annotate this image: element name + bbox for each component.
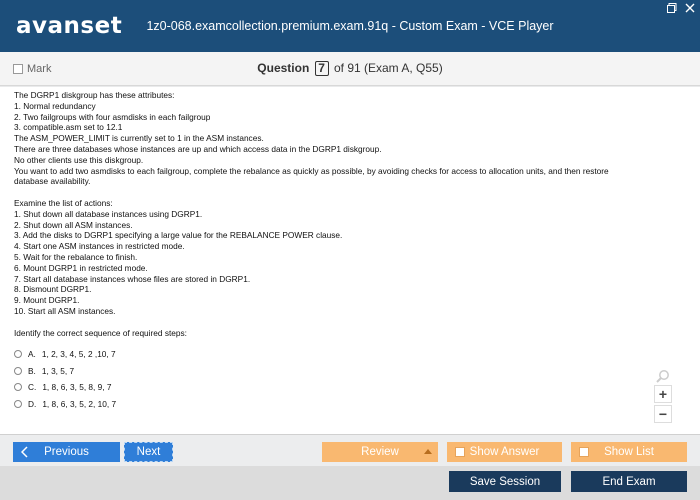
show-answer-label: Show Answer: [469, 446, 540, 458]
answer-text: 1, 8, 6, 3, 5, 8, 9, 7: [42, 382, 112, 393]
question-line: 2. Two failgroups with four asmdisks in each failgroup: [14, 111, 211, 122]
answer-radio[interactable]: [14, 383, 22, 391]
question-line: The ASM_POWER_LIMIT is currently set to 1 in the ASM instances.: [14, 133, 264, 144]
end-exam-button[interactable]: End Exam: [571, 471, 687, 492]
question-line: 1. Shut down all database instances using DGRP1.: [14, 208, 203, 219]
review-button[interactable]: [322, 442, 438, 462]
zoom-controls: [654, 369, 672, 423]
answer-radio[interactable]: [14, 350, 22, 358]
question-total: of 91 (Exam A, Q55): [333, 61, 443, 75]
question-line: 2. Shut down all ASM instances.: [14, 219, 133, 230]
window-title: 1z0-068.examcollection.premium.exam.91q - Custom Exam - VCE Player: [146, 19, 554, 33]
question-content: [0, 87, 700, 434]
close-icon[interactable]: [684, 2, 696, 14]
question-line: 6. Mount DGRP1 in restricted mode.: [14, 262, 148, 273]
answer-text: 1, 2, 3, 4, 5, 2 ,10, 7: [41, 349, 116, 360]
question-line: 1. Normal redundancy: [14, 100, 96, 111]
title-bar: [0, 0, 700, 52]
question-line: There are three databases whose instances are up and which access data in the DGRP1 diskgroup.: [14, 143, 382, 154]
answer-list: [14, 346, 116, 412]
question-line: Examine the list of actions:: [14, 197, 113, 208]
answer-option[interactable]: [14, 396, 116, 413]
question-line: You want to add two asmdisks to each failgroup, complete the rebalance as quickly as possible, by avoiding checks for access to allocation units, and then restore: [14, 165, 609, 176]
question-number: [0, 61, 700, 76]
question-line: 3. compatible.asm set to 12.1: [14, 122, 123, 133]
next-button[interactable]: Next: [124, 442, 173, 462]
question-line: 5. Wait for the rebalance to finish.: [14, 251, 138, 262]
answer-text: 1, 3, 5, 7: [41, 365, 75, 376]
magnifier-icon: [654, 369, 672, 383]
question-line: The DGRP1 diskgroup has these attributes:: [14, 90, 175, 100]
blank-line: [14, 187, 684, 198]
question-line: No other clients use this diskgroup.: [14, 154, 144, 165]
zoom-out-button[interactable]: −: [654, 405, 672, 423]
show-answer-button[interactable]: [447, 442, 562, 462]
question-text: [14, 90, 684, 338]
answer-option[interactable]: [14, 346, 116, 363]
question-line: 10. Start all ASM instances.: [14, 305, 116, 316]
restore-icon[interactable]: [666, 2, 678, 14]
answer-letter: B.: [28, 365, 36, 376]
answer-text: 1, 8, 6, 3, 5, 2, 10, 7: [42, 398, 117, 409]
answer-radio[interactable]: [14, 367, 22, 375]
question-line: Identify the correct sequence of required steps:: [14, 327, 187, 338]
question-line: 3. Add the disks to DGRP1 specifying a large value for the REBALANCE POWER clause.: [14, 230, 343, 241]
answer-letter: A.: [28, 349, 36, 360]
mark-label: Mark: [27, 63, 52, 75]
question-line: database availability.: [14, 176, 91, 187]
show-answer-checkbox[interactable]: [455, 447, 465, 457]
review-label: Review: [361, 446, 399, 458]
answer-option[interactable]: [14, 379, 116, 396]
zoom-in-button[interactable]: +: [654, 385, 672, 403]
answer-letter: D.: [28, 398, 37, 409]
arrow-left-icon: [21, 446, 29, 461]
question-line: 9. Mount DGRP1.: [14, 295, 80, 306]
session-toolbar: [0, 466, 700, 500]
question-word: Question: [257, 61, 310, 75]
show-list-button[interactable]: [571, 442, 687, 462]
blank-line: [14, 317, 684, 328]
question-line: 7. Start all database instances whose files are stored in DGRP1.: [14, 273, 251, 284]
answer-option[interactable]: [14, 363, 116, 380]
navigation-toolbar: [0, 434, 700, 466]
show-list-checkbox[interactable]: [579, 447, 589, 457]
question-line: 8. Dismount DGRP1.: [14, 284, 92, 295]
window-controls: [666, 2, 696, 14]
answer-radio[interactable]: [14, 400, 22, 408]
save-session-button[interactable]: Save Session: [449, 471, 561, 492]
question-header: [0, 52, 700, 86]
show-list-label: Show List: [604, 446, 654, 458]
caret-up-icon[interactable]: [424, 449, 432, 454]
current-question-number[interactable]: 7: [315, 61, 329, 76]
app-logo: avanset: [16, 13, 123, 39]
previous-label: Previous: [44, 446, 89, 458]
previous-button[interactable]: [13, 442, 120, 462]
question-line: 4. Start one ASM instances in restricted mode.: [14, 241, 185, 252]
answer-letter: C.: [28, 382, 37, 393]
